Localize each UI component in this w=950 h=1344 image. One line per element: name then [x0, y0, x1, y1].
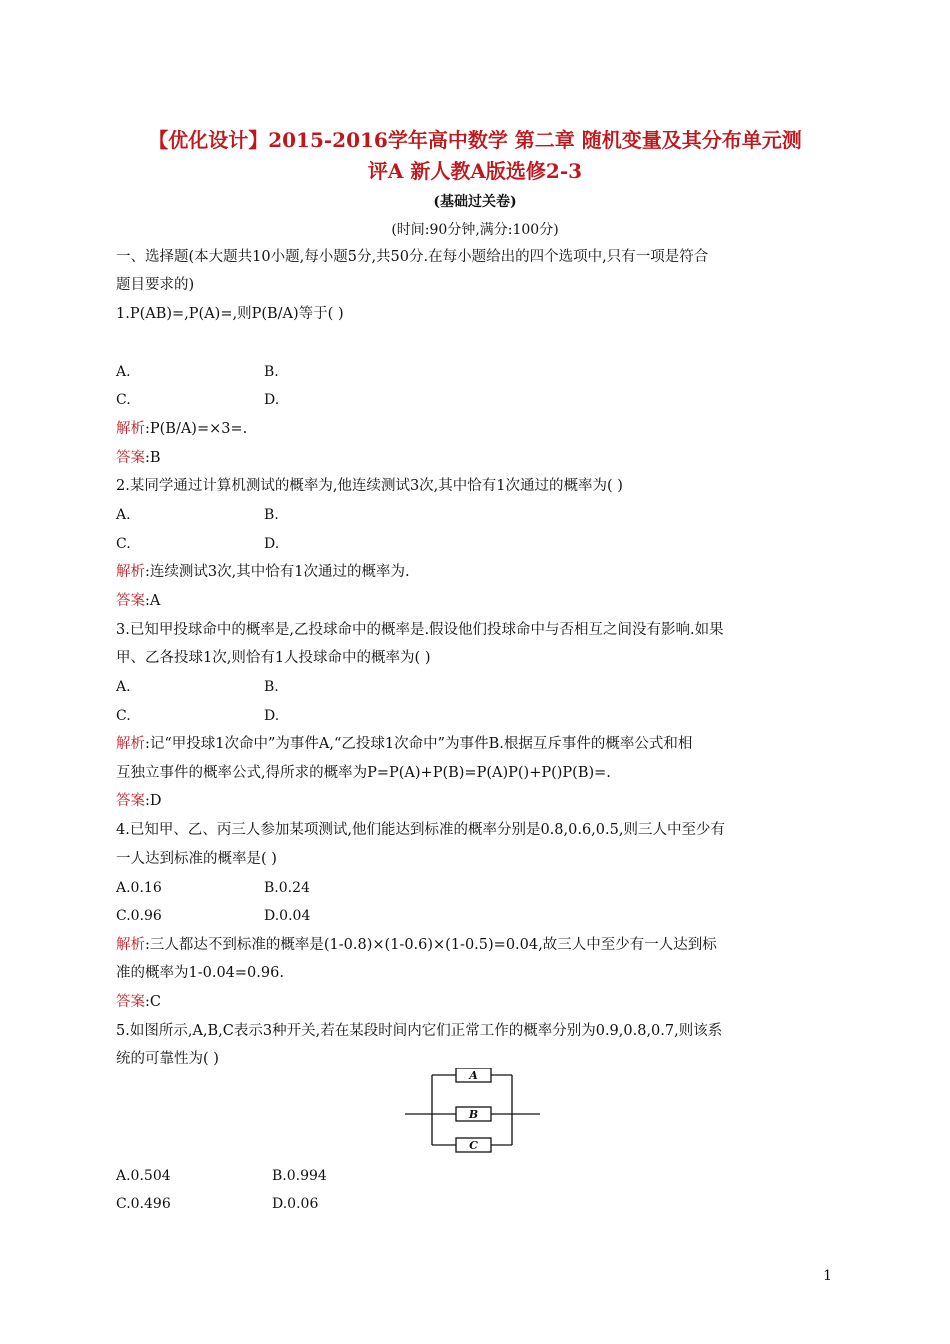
q2-answer — [116, 591, 160, 611]
q4-answer-value: :C — [145, 994, 161, 1010]
q4-option-a: A.0.16 — [116, 880, 162, 896]
explain-label: 解析 — [116, 937, 145, 953]
page-number: 1 — [823, 1268, 832, 1284]
section-instructions-2: 题目要求的) — [116, 277, 195, 293]
switch-a-label: A — [469, 1069, 478, 1082]
q3-option-d: D. — [264, 708, 280, 724]
q1-explanation — [116, 419, 247, 439]
q1-option-d: D. — [264, 392, 280, 408]
q3-option-c: C. — [116, 708, 131, 724]
q2-option-c: C. — [116, 536, 131, 552]
q1-explain-text: :P(B/A)=×3=. — [145, 421, 248, 437]
q2-answer-value: :A — [145, 593, 161, 609]
switch-b-label: B — [468, 1108, 479, 1121]
question-1-stem: 1.P(AB)=,P(A)=,则P(B/A)等于( ) — [116, 306, 344, 322]
q5-option-a: A.0.504 — [116, 1168, 171, 1184]
q1-option-c: C. — [116, 392, 131, 408]
question-2-stem: 2.某同学通过计算机测试的概率为,他连续测试3次,其中恰有1次通过的概率为( ) — [116, 478, 623, 494]
q2-option-d: D. — [264, 536, 280, 552]
q1-answer — [116, 448, 161, 468]
q3-answer — [116, 791, 162, 811]
question-3-stem-1: 3.已知甲投球命中的概率是,乙投球命中的概率是.假设他们投球命中与否相互之间没有影响.如果 — [116, 622, 724, 638]
q5-option-c: C.0.496 — [116, 1196, 171, 1212]
q4-answer — [116, 992, 161, 1012]
q2-explain-text: :连续测试3次,其中恰有1次通过的概率为. — [145, 564, 410, 580]
q1-answer-value: :B — [145, 450, 161, 466]
exam-meta: (时间:90分钟,满分:100分) — [391, 222, 559, 238]
question-4-stem-2: 一人达到标准的概率是( ) — [116, 851, 277, 867]
parallel-circuit-diagram — [405, 1068, 550, 1164]
question-5-stem-1: 5.如图所示,A,B,C表示3种开关,若在某段时间内它们正常工作的概率分别为0.9,0.8,0.7,则该系 — [116, 1023, 723, 1039]
q4-explanation-2: 准的概率为1-0.04=0.96. — [116, 965, 284, 981]
question-4-stem-1: 4.已知甲、乙、丙三人参加某项测试,他们能达到标准的概率分别是0.8,0.6,0.5,则三人中至少有 — [116, 822, 725, 838]
q4-explain-text-1: :三人都达不到标准的概率是(1-0.8)×(1-0.6)×(1-0.5)=0.04,故三人中至少有一人达到标 — [145, 937, 717, 953]
q3-option-a: A. — [116, 679, 131, 695]
switch-c-label: C — [469, 1139, 478, 1152]
q5-option-d: D.0.06 — [272, 1196, 319, 1212]
answer-label: 答案 — [116, 593, 145, 609]
q1-option-a: A. — [116, 364, 131, 380]
q2-explanation — [116, 562, 410, 582]
doc-title-line2: 评A 新人教A版选修2-3 — [367, 159, 583, 183]
doc-title-line1: 【优化设计】2015-2016学年高中数学 第二章 随机变量及其分布单元测 — [148, 128, 802, 152]
subtitle: (基础过关卷) — [433, 194, 517, 210]
q3-explanation-2: 互独立事件的概率公式,得所求的概率为P=P(A)+P(B)=P(A)P()+P()P(B)=. — [116, 765, 611, 781]
q3-option-b: B. — [264, 679, 279, 695]
explain-label: 解析 — [116, 421, 145, 437]
q4-option-c: C.0.96 — [116, 908, 162, 924]
q3-answer-value: :D — [145, 793, 162, 809]
question-5-stem-2: 统的可靠性为( ) — [116, 1051, 219, 1067]
answer-label: 答案 — [116, 793, 145, 809]
q5-option-b: B.0.994 — [272, 1168, 327, 1184]
answer-label: 答案 — [116, 994, 145, 1010]
question-3-stem-2: 甲、乙各投球1次,则恰有1人投球命中的概率为( ) — [116, 650, 431, 666]
q4-explanation-1 — [116, 935, 717, 955]
q1-option-b: B. — [264, 364, 279, 380]
q4-option-b: B.0.24 — [264, 880, 310, 896]
q2-option-b: B. — [264, 507, 279, 523]
q3-explain-text-1: :记“甲投球1次命中”为事件A,“乙投球1次命中”为事件B.根据互斥事件的概率公式和相 — [145, 736, 693, 752]
explain-label: 解析 — [116, 564, 145, 580]
explain-label: 解析 — [116, 736, 145, 752]
q3-explanation-1 — [116, 734, 692, 754]
answer-label: 答案 — [116, 450, 145, 466]
section-instructions-1: 一、选择题(本大题共10小题,每小题5分,共50分.在每小题给出的四个选项中,只有一项是符合 — [116, 249, 709, 265]
q4-option-d: D.0.04 — [264, 908, 311, 924]
q2-option-a: A. — [116, 507, 131, 523]
